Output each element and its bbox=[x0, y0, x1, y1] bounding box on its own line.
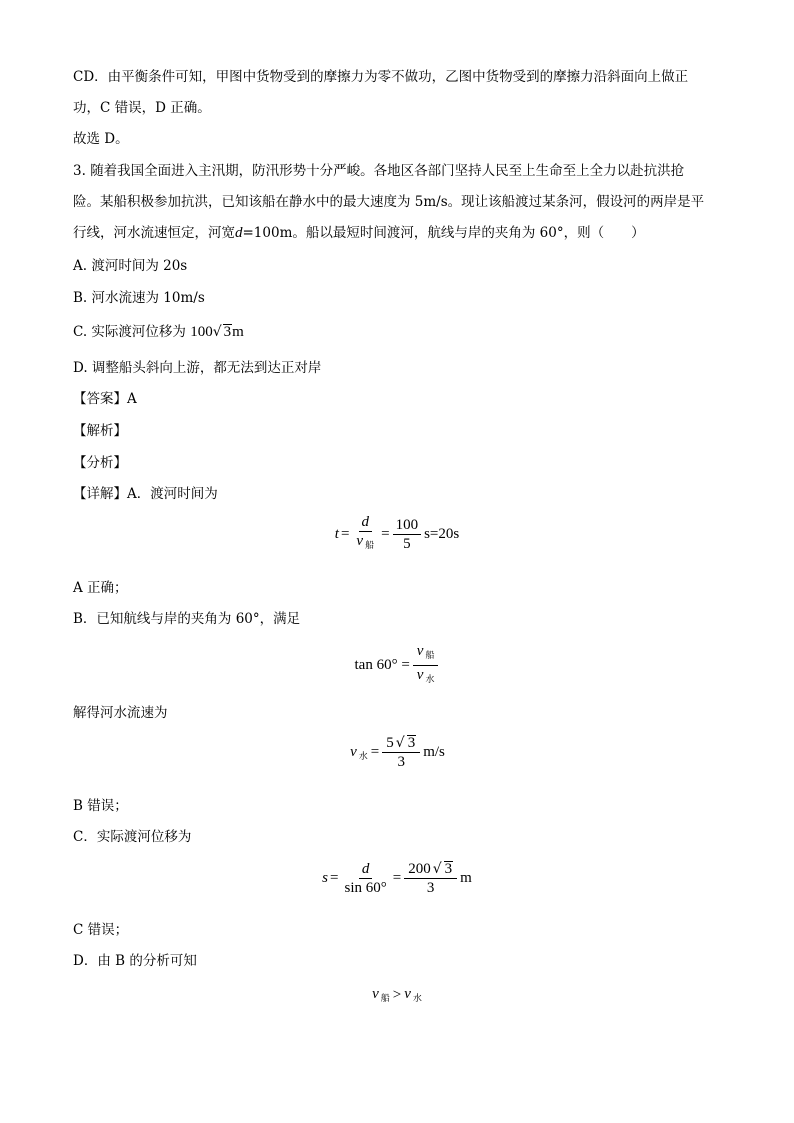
equation-vwater: v $_水$ = $\frac{5 √ 3}{3}$ m/s bbox=[350, 735, 445, 770]
c-wrong: C 错误； bbox=[73, 922, 129, 938]
fraction-100-over-5: $\frac{100}{5}$ bbox=[392, 517, 423, 552]
equation-time: t = $\frac{d}{v _船}$ = $\frac{100}{5}$ s=20s bbox=[0, 514, 794, 554]
analysis-tag: 【解析】 bbox=[73, 423, 127, 439]
equation-displacement: s = $\frac{d}{\sin 60^\circ}$ = $\frac{200 √ 3}{3}$ m bbox=[322, 861, 472, 896]
sqrt-symbol: √ bbox=[212, 324, 222, 340]
var-d: d bbox=[235, 225, 243, 241]
fraction-200sqrt3-over-3: $\frac{200 √ 3}{3}$ bbox=[403, 861, 458, 896]
fraction-5sqrt3-over-3: $\frac{5 √ 3}{3}$ bbox=[381, 735, 421, 770]
equation-compare: v $_船$ > v $_水$ bbox=[372, 986, 422, 1004]
question-text-1: 随着我国全面进入主汛期，防汛形势十分严峻。各地区各部门坚持人民至上生命至上全力以赴抗洪抢 bbox=[90, 163, 685, 179]
prev-conclusion: 故选 D。 bbox=[73, 131, 129, 147]
b-intro: B．已知航线与岸的夹角为 60°，满足 bbox=[73, 611, 301, 627]
option-c: C. 实际渡河位移为 100√ 3m bbox=[73, 324, 244, 340]
d-intro: D．由 B 的分析可知 bbox=[73, 953, 197, 969]
equation-tan: tan 60° = $\frac{v _船}{v _水}$ bbox=[0, 643, 794, 688]
question-number: 3. bbox=[73, 163, 86, 179]
option-d: D. 调整船头斜向上游，都无法到达正对岸 bbox=[73, 360, 322, 376]
fraction-d-over-sin60: $\frac{d}{\sin 60^\circ}$ bbox=[344, 861, 387, 896]
prev-cd-line2: 功，C 错误，D 正确。 bbox=[73, 100, 211, 116]
option-a: A. 渡河时间为 20s bbox=[73, 258, 188, 274]
a-correct: A 正确； bbox=[73, 580, 128, 596]
fraction-d-over-v: $\frac{d}{v _船}$ bbox=[356, 514, 375, 551]
fraction-vboat-over-vwater: $\frac{v _船}{v _水}$ bbox=[412, 643, 440, 688]
option-b: B. 河水流速为 10m/s bbox=[73, 290, 205, 306]
b-wrong: B 错误； bbox=[73, 798, 128, 814]
detail-intro: 【详解】A．渡河时间为 bbox=[73, 486, 218, 502]
question-line2: 险。某船积极参加抗洪，已知该船在静水中的最大速度为 5m/s。现让该船渡过某条河，假设河的两岸是平 bbox=[73, 194, 705, 210]
fenxi-tag: 【分析】 bbox=[73, 455, 127, 471]
answer-tag: 【答案】A bbox=[73, 391, 137, 407]
prev-cd-line1: CD．由平衡条件可知，甲图中货物受到的摩擦力为零不做功，乙图中货物受到的摩擦力沿斜面向上做正 bbox=[73, 69, 689, 85]
question-line3: 行线，河水流速恒定，河宽d=100m。船以最短时间渡河，航线与岸的夹角为 60°，则（ ） bbox=[73, 225, 645, 241]
question-line1 bbox=[73, 161, 684, 181]
b-solve: 解得河水流速为 bbox=[73, 705, 168, 721]
c-intro: C．实际渡河位移为 bbox=[73, 829, 192, 845]
